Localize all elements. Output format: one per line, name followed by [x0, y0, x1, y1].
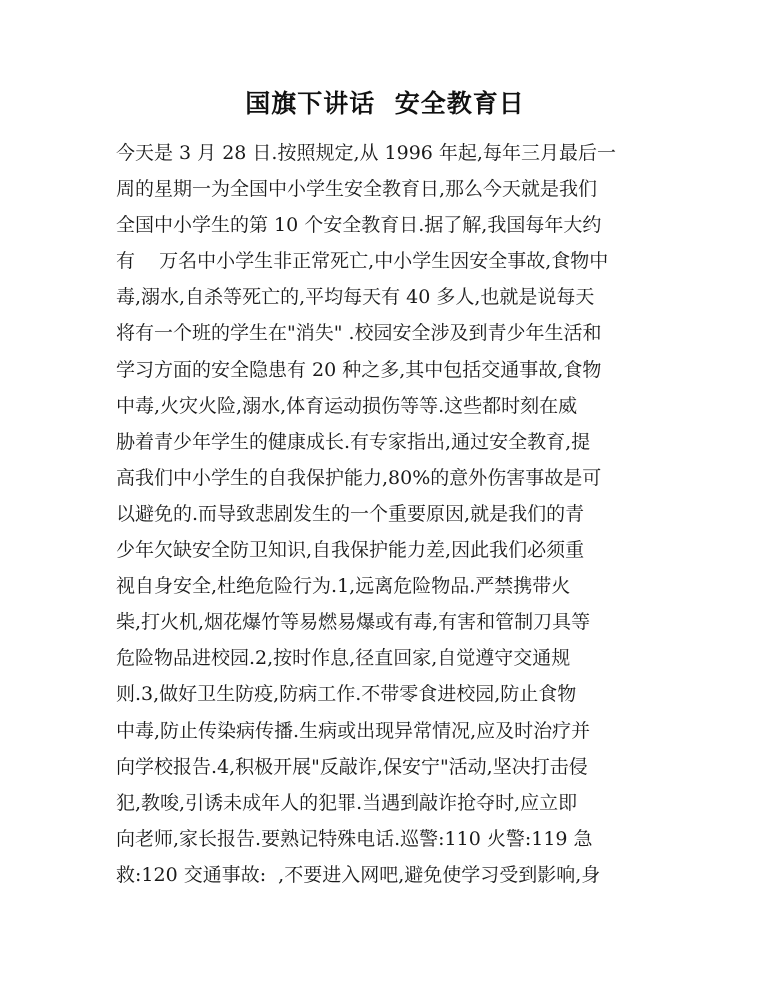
text-line: 中毒,火灾火险,溺水,体育运动损伤等等.这些都时刻在威: [116, 394, 578, 417]
text-line: 以避免的.而导致悲剧发生的一个重要原因,就是我们的青: [116, 502, 585, 525]
text-line: 危险物品进校园.2,按时作息,径直回家,自觉遵守交通规: [116, 647, 571, 670]
text-line: 全国中小学生的第 10 个安全教育日.据了解,我国每年大约: [116, 214, 602, 237]
text-line: 向老师,家长报告.要熟记特殊电话.巡警:110 火警:119 急: [116, 827, 593, 850]
body-text: [116, 135, 676, 893]
text-line: 救:120 交通事故: ,不要进入网吧,避免使学习受到影响,身: [116, 863, 601, 886]
text-line: 高我们中小学生的自我保护能力,80%的意外伤害事故是可: [116, 466, 602, 489]
text-line: 毒,溺水,自杀等死亡的,平均每天有 40 多人,也就是说每天: [116, 286, 595, 309]
text-line: 学习方面的安全隐患有 20 种之多,其中包括交通事故,食物: [116, 358, 602, 381]
text-line: 少年欠缺安全防卫知识,自我保护能力差,因此我们必须重: [116, 539, 585, 562]
text-line: 周的星期一为全国中小学生安全教育日,那么今天就是我们: [116, 178, 598, 201]
text-line: 胁着青少年学生的健康成长.有专家指出,通过安全教育,提: [116, 430, 591, 453]
page-title: 国旗下讲话 安全教育日: [245, 89, 525, 118]
text-line: 柴,打火机,烟花爆竹等易燃易爆或有毒,有害和管制刀具等: [116, 611, 591, 634]
text-line: 今天是 3 月 28 日.按照规定,从 1996 年起,每年三月最后一: [116, 142, 616, 164]
text-line: 视自身安全,杜绝危险行为.1,远离危险物品.严禁携带火: [116, 575, 571, 598]
text-line: 将有一个班的学生在"消失" .校园安全涉及到青少年生活和: [116, 322, 602, 345]
text-line: 有 万名中小学生非正常死亡,中小学生因安全事故,食物中: [116, 250, 609, 273]
text-line: 则.3,做好卫生防疫,防病工作.不带零食进校园,防止食物: [116, 683, 577, 706]
text-line: 向学校报告.4,积极开展"反敲诈,保安宁"活动,坚决打击侵: [116, 755, 588, 778]
text-line: 犯,教唆,引诱未成年人的犯罪.当遇到敲诈抢夺时,应立即: [116, 791, 578, 814]
text-line: 中毒,防止传染病传播.生病或出现异常情况,应及时治疗并: [116, 719, 591, 742]
